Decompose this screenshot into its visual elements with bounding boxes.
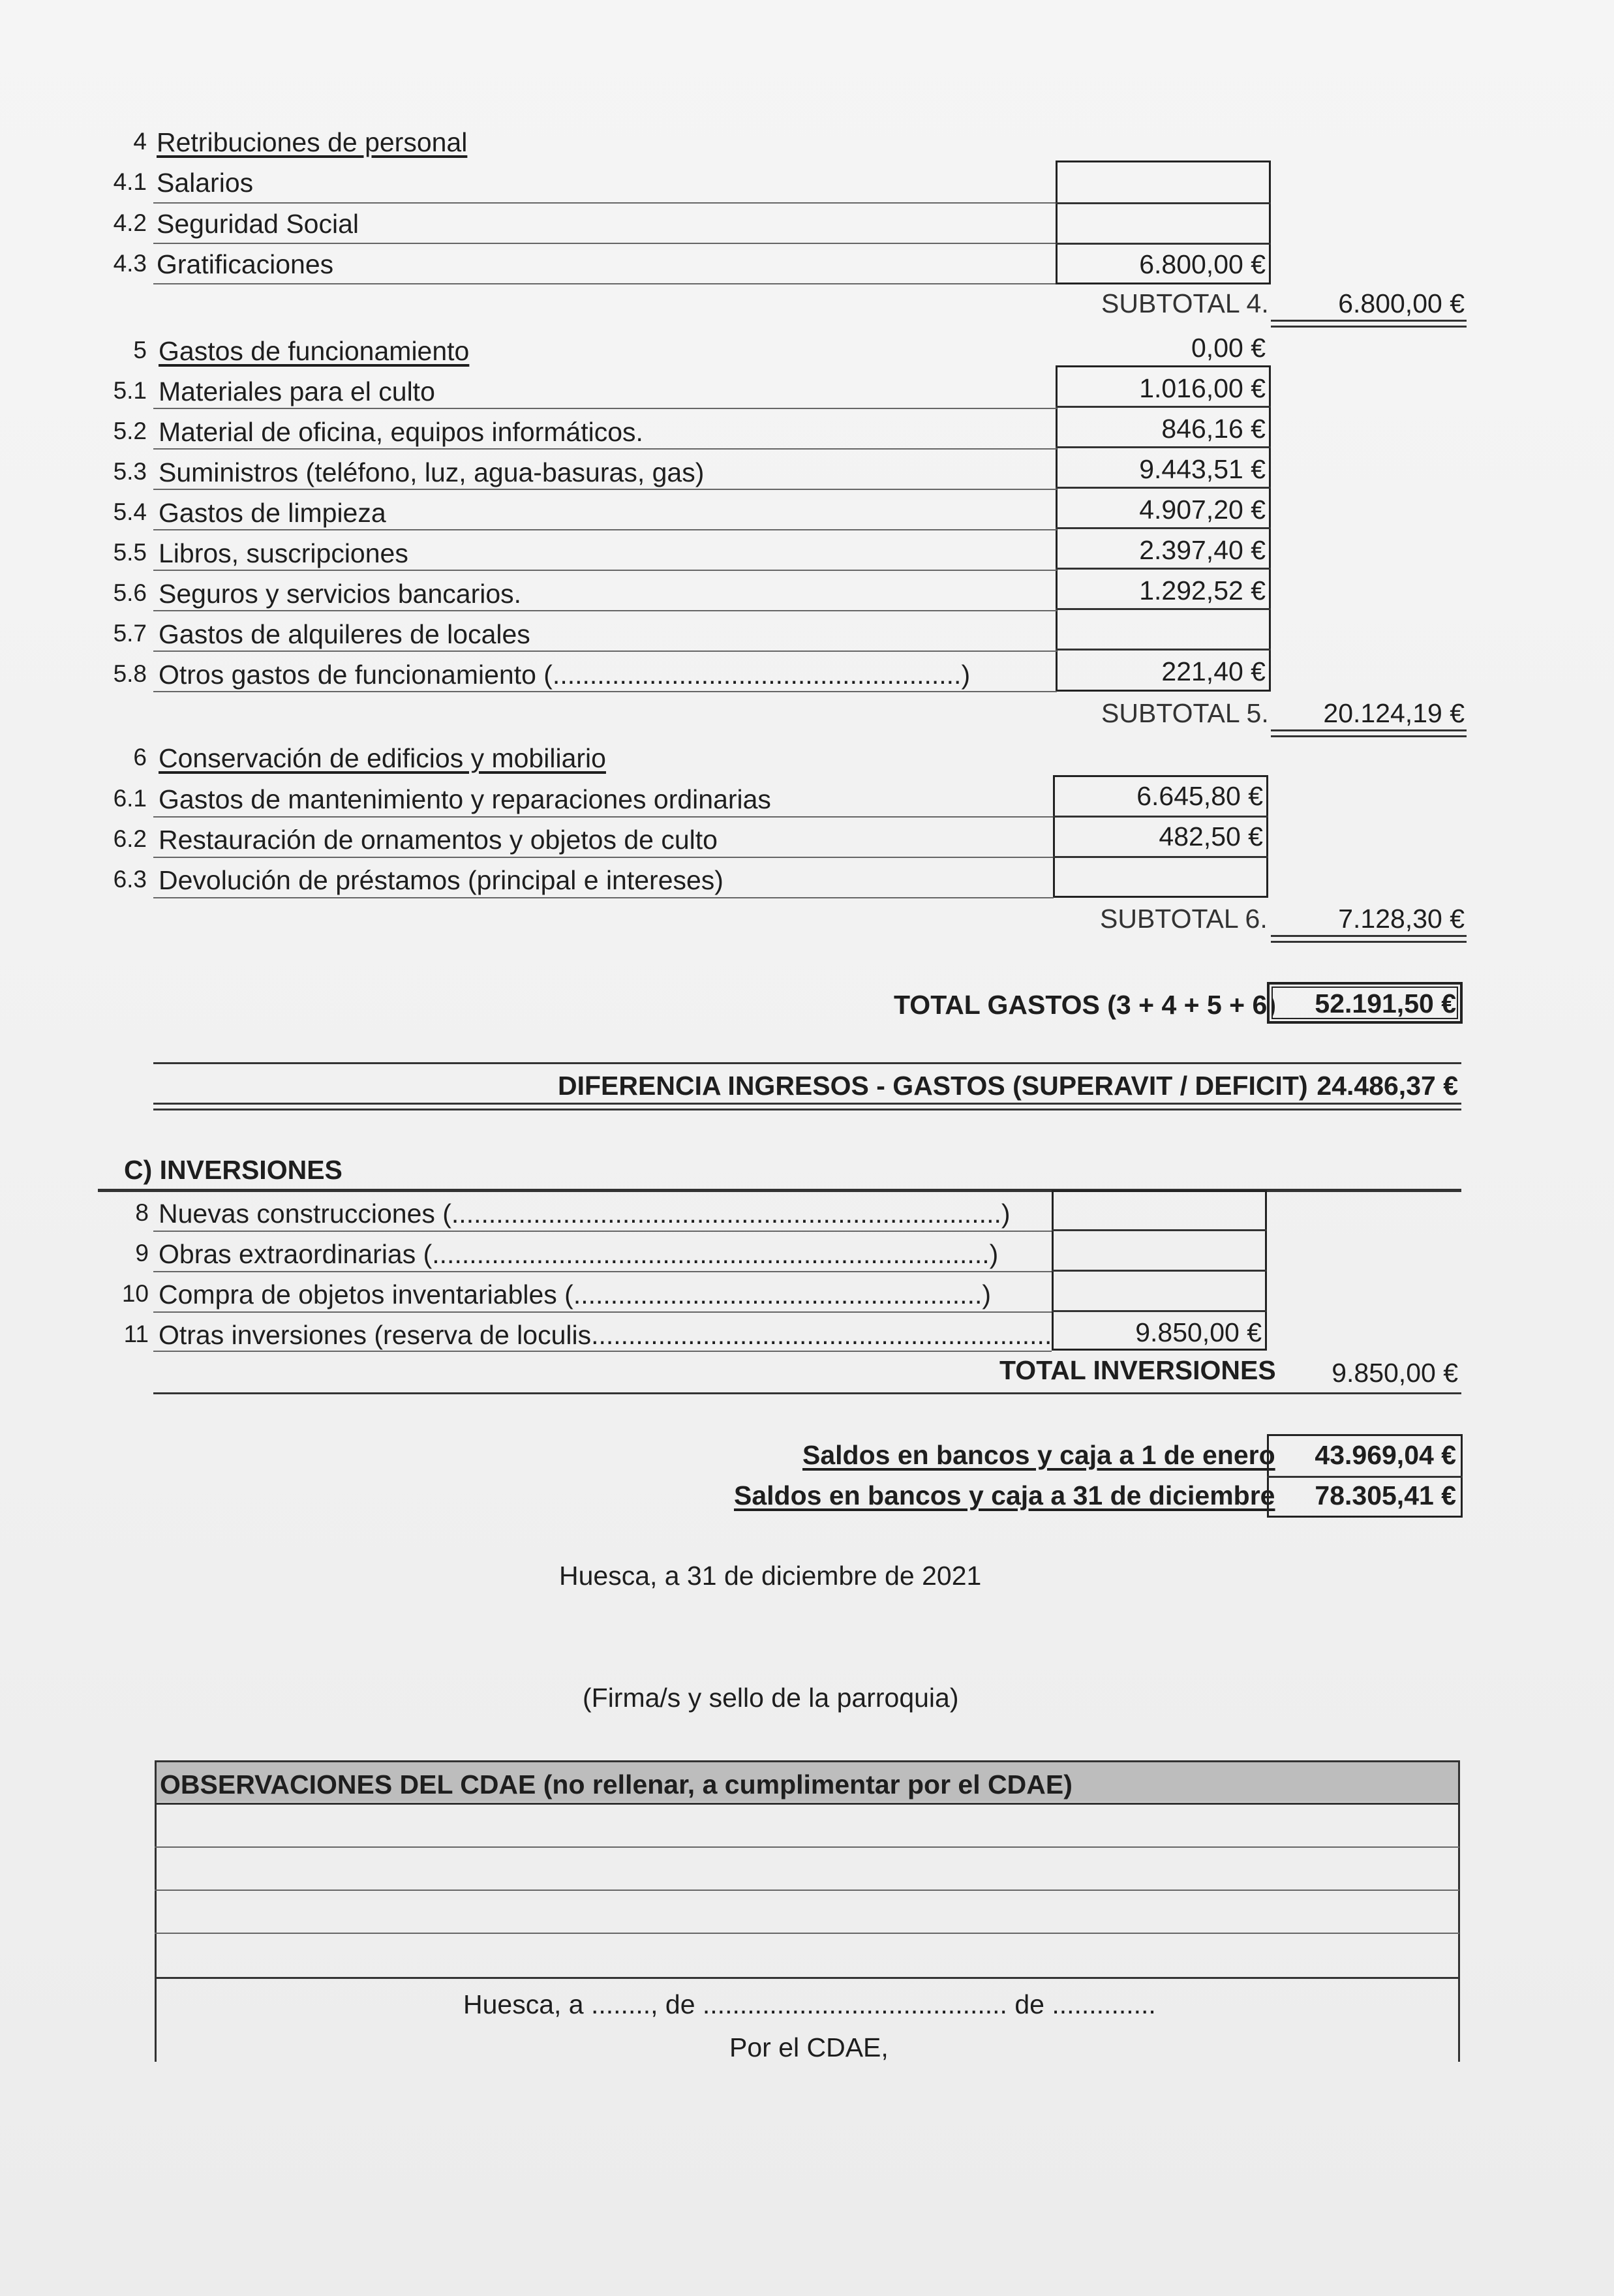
cell-divider: [1053, 816, 1268, 818]
cdae-por: Por el CDAE,: [729, 2032, 889, 2062]
cell-divider: [1056, 243, 1271, 245]
row-underline: [153, 897, 1054, 898]
item-9-number: 9: [135, 1240, 149, 1266]
item-5-6-value: 1.292,52 €: [1139, 575, 1266, 605]
item-5-4-value: 4.907,20 €: [1139, 495, 1266, 525]
cell-divider: [1056, 527, 1271, 529]
item-4-2-label: Seguridad Social: [157, 209, 359, 239]
sec4-number: 4: [133, 128, 147, 155]
item-11-label: Otras inversiones (reserva de loculis..............................................................: [159, 1320, 1052, 1350]
item-11-value: 9.850,00 €: [1135, 1317, 1262, 1347]
row-underline: [153, 570, 1057, 571]
sec5-title-value: 0,00 €: [1191, 333, 1266, 363]
observaciones-line: [155, 1803, 1459, 1805]
item-5-7-label: Gastos de alquileres de locales: [159, 619, 530, 649]
item-4-2-number: 4.2: [113, 209, 147, 236]
firma-sello: (Firma/s y sello de la parroquia): [583, 1683, 959, 1713]
sec5-number: 5: [133, 337, 147, 363]
subtotal-4-value: 6.800,00 €: [1338, 288, 1465, 318]
observaciones-line: [155, 1977, 1459, 1979]
inversiones-title: C) INVERSIONES: [124, 1155, 343, 1185]
subtotal-6-label: SUBTOTAL 6.: [1100, 904, 1268, 934]
observaciones-left-border: [155, 1760, 157, 2062]
item-5-3-value: 9.443,51 €: [1139, 454, 1266, 484]
diferencia-top-rule: [153, 1062, 1461, 1064]
item-5-1-number: 5.1: [113, 377, 147, 404]
item-4-3-value: 6.800,00 €: [1139, 249, 1266, 279]
sec6-number: 6: [133, 744, 147, 771]
row-underline: [153, 1351, 1052, 1352]
row-underline: [153, 610, 1057, 611]
sec4-value-column: [1056, 161, 1271, 284]
cell-divider: [1056, 202, 1271, 204]
diferencia-bottom-rule: [153, 1103, 1461, 1110]
item-5-8-label: Otros gastos de funcionamiento (.......................................................): [159, 660, 971, 690]
total-inversiones-rule: [153, 1392, 1461, 1394]
subtotal-6-underline: [1271, 935, 1467, 943]
item-6-1-label: Gastos de mantenimiento y reparaciones ordinarias: [159, 784, 771, 814]
cell-divider: [1056, 568, 1271, 570]
item-5-1-value: 1.016,00 €: [1139, 373, 1266, 403]
diferencia-label: DIFERENCIA INGRESOS - GASTOS (SUPERAVIT / DEFICIT): [558, 1071, 1308, 1101]
item-10-number: 10: [121, 1280, 149, 1307]
item-5-5-label: Libros, suscripciones: [159, 538, 408, 568]
total-gastos-label: TOTAL GASTOS (3 + 4 + 5 + 6): [894, 990, 1276, 1020]
item-4-3-number: 4.3: [113, 250, 147, 277]
cell-divider: [1056, 406, 1271, 408]
row-underline: [153, 691, 1057, 692]
cell-divider: [1052, 1229, 1267, 1231]
observaciones-right-border: [1458, 1760, 1460, 2062]
item-5-1-label: Materiales para el culto: [159, 376, 435, 406]
saldo-enero-label: Saldos en bancos y caja a 1 de enero: [802, 1440, 1275, 1470]
item-4-1-label: Salarios: [157, 168, 254, 198]
item-5-2-label: Material de oficina, equipos informáticos.: [159, 417, 643, 447]
item-8-number: 8: [135, 1199, 149, 1226]
item-6-2-number: 6.2: [113, 825, 147, 852]
sec4-title: Retribuciones de personal: [157, 127, 468, 157]
row-underline: [153, 448, 1057, 450]
row-underline: [153, 1311, 1052, 1313]
item-11-number: 11: [123, 1321, 149, 1347]
cell-divider: [1053, 856, 1268, 858]
item-5-8-value: 221,40 €: [1161, 656, 1266, 686]
item-6-3-label: Devolución de préstamos (principal e intereses): [159, 865, 723, 895]
row-underline: [153, 489, 1057, 490]
row-underline: [153, 408, 1057, 409]
cell-divider: [1056, 487, 1271, 489]
cell-divider: [1056, 649, 1271, 651]
row-underline: [153, 1231, 1052, 1232]
item-6-3-number: 6.3: [113, 866, 147, 893]
item-5-7-number: 5.7: [113, 620, 147, 647]
observaciones-top-border: [155, 1760, 1459, 1762]
subtotal-5-underline: [1271, 729, 1467, 737]
subtotal-5-label: SUBTOTAL 5.: [1101, 698, 1269, 728]
item-6-2-value: 482,50 €: [1159, 821, 1263, 851]
subtotal-4-underline: [1271, 320, 1467, 328]
cell-divider: [1052, 1310, 1267, 1312]
item-6-2-label: Restauración de ornamentos y objetos de culto: [159, 825, 718, 855]
item-6-1-number: 6.1: [113, 785, 147, 812]
observaciones-line: [155, 1933, 1459, 1934]
subtotal-6-value: 7.128,30 €: [1338, 904, 1465, 934]
row-underline: [153, 529, 1057, 530]
sec5-title: Gastos de funcionamiento: [159, 336, 470, 366]
diferencia-value: 24.486,37 €: [1317, 1071, 1458, 1101]
subtotal-4-label: SUBTOTAL 4.: [1101, 288, 1269, 318]
cell-divider: [1052, 1270, 1267, 1272]
item-4-1-number: 4.1: [113, 168, 147, 195]
item-4-3-label: Gratificaciones: [157, 249, 334, 279]
saldo-enero-value: 43.969,04 €: [1315, 1440, 1456, 1470]
row-underline: [153, 651, 1057, 652]
total-inversiones-value: 9.850,00 €: [1332, 1358, 1458, 1388]
item-5-6-label: Seguros y servicios bancarios.: [159, 579, 522, 609]
item-5-3-label: Suministros (teléfono, luz, agua-basuras, gas): [159, 457, 705, 487]
saldo-diciembre-value: 78.305,41 €: [1315, 1480, 1456, 1510]
item-5-2-number: 5.2: [113, 418, 147, 444]
observaciones-header: OBSERVACIONES DEL CDAE (no rellenar, a cumplimentar por el CDAE): [160, 1769, 1073, 1799]
item-5-5-number: 5.5: [113, 539, 147, 566]
row-underline: [153, 816, 1054, 818]
item-5-6-number: 5.6: [113, 579, 147, 606]
total-gastos-value: 52.191,50 €: [1315, 988, 1456, 1018]
cdae-fecha-line: Huesca, a ........, de ......................................... de ..............: [463, 1989, 1156, 2019]
observaciones-line: [155, 1846, 1459, 1848]
saldos-divider: [1267, 1476, 1463, 1478]
place-date: Huesca, a 31 de diciembre de 2021: [559, 1561, 982, 1591]
row-underline: [153, 283, 1057, 284]
row-underline: [153, 243, 1057, 244]
cell-divider: [1056, 446, 1271, 448]
subtotal-5-value: 20.124,19 €: [1323, 698, 1465, 728]
item-5-5-value: 2.397,40 €: [1139, 535, 1266, 565]
item-6-1-value: 6.645,80 €: [1136, 781, 1263, 811]
item-5-8-number: 5.8: [113, 660, 147, 687]
cell-divider: [1056, 608, 1271, 610]
total-inversiones-label: TOTAL INVERSIONES: [999, 1355, 1276, 1385]
item-10-label: Compra de objetos inventariables (.......................................................): [159, 1279, 992, 1309]
item-5-4-number: 5.4: [113, 498, 147, 525]
item-5-4-label: Gastos de limpieza: [159, 498, 386, 528]
row-underline: [153, 202, 1057, 204]
observaciones-line: [155, 1890, 1459, 1891]
saldo-diciembre-label: Saldos en bancos y caja a 31 de diciembre: [734, 1480, 1275, 1510]
item-8-label: Nuevas construcciones (..........................................................................): [159, 1199, 1011, 1229]
item-9-label: Obras extraordinarias (...........................................................................): [159, 1239, 999, 1269]
sec6-title: Conservación de edificios y mobiliario: [159, 743, 606, 773]
item-5-2-value: 846,16 €: [1161, 414, 1266, 444]
row-underline: [153, 1271, 1052, 1272]
row-underline: [153, 857, 1054, 858]
item-5-3-number: 5.3: [113, 458, 147, 485]
